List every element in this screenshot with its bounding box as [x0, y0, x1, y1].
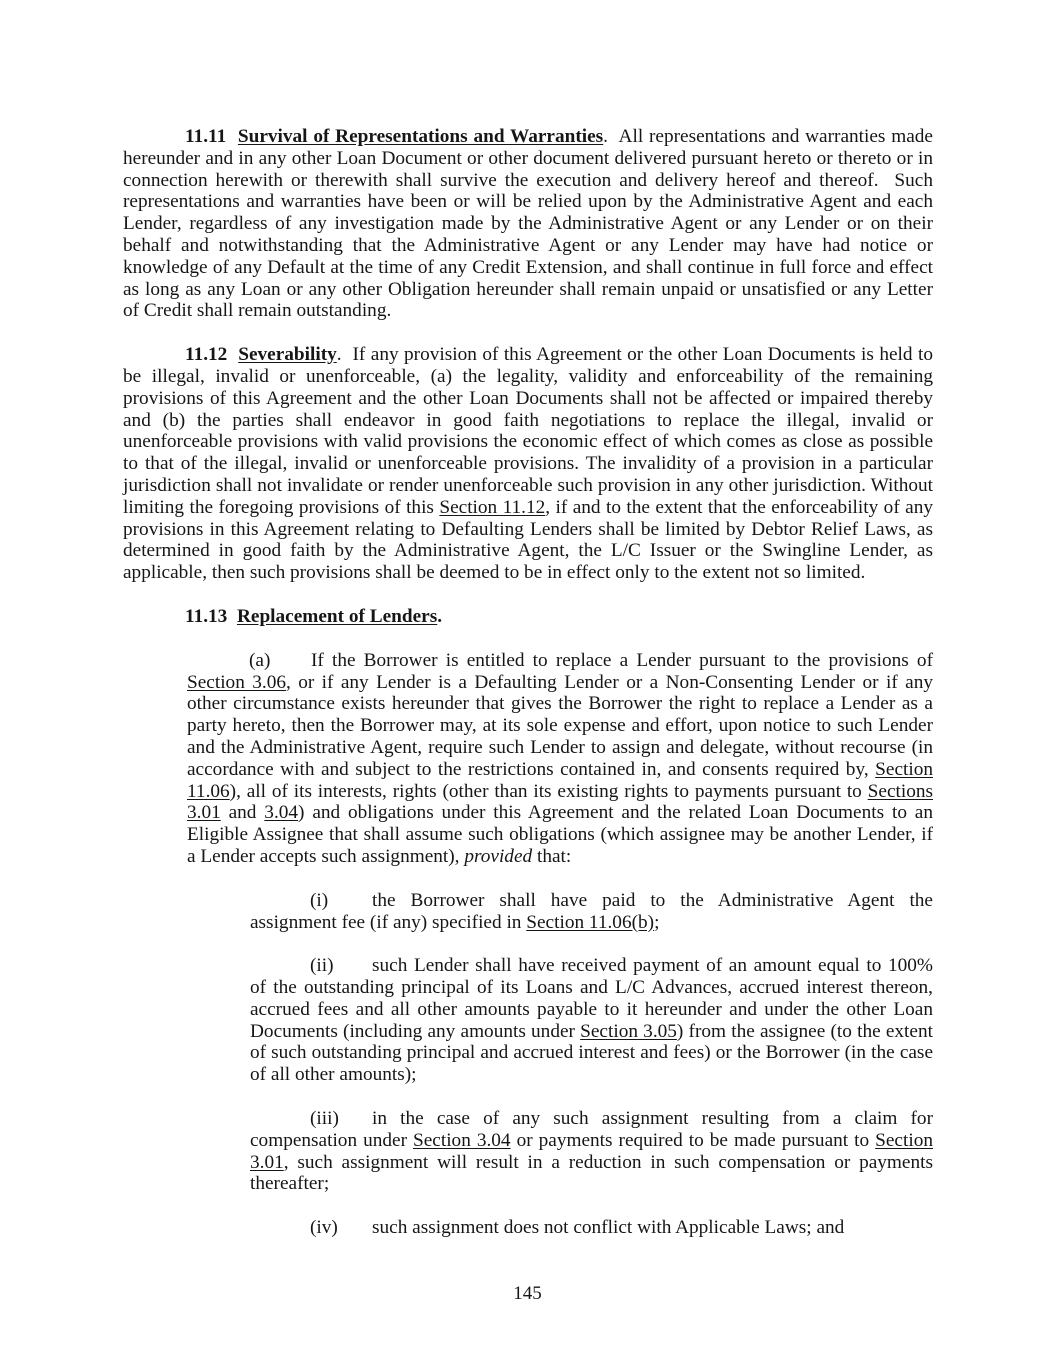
clause-a-iii	[250, 1108, 933, 1195]
text-segment: , or if any Lender is a Defaulting Lender or a Non-Consenting Lender or if any other circumstance exists hereunder that gives the Borrower the right to replace a Lender as a party hereto, then the Borrower may, at its sole expense and effort, upon notice to such Lender and the Administrative Agent, require such Lender to assign and delegate, without recourse (in accordance with and subject to the restrictions contained in, and consents required by,	[187, 671, 933, 780]
clause-a-ii	[250, 955, 933, 1086]
text-segment: Replacement of Lenders	[236, 605, 438, 627]
text-segment: Section 3.01	[250, 1129, 933, 1173]
text-segment: 3.04	[264, 802, 299, 824]
text-segment: Survival of Representations and Warranties	[237, 126, 604, 147]
text-segment: ) from the assignee (to the extent of such outstanding principal and accrued interest and fees) or the Borrower (in the case of all other amounts);	[250, 1020, 933, 1086]
text-segment: , such assignment will result in a reduction in such compensation or payments thereafter;	[250, 1151, 933, 1195]
clause-a	[187, 650, 933, 868]
section-11-12-severability	[123, 344, 933, 584]
list-marker: (ii)	[310, 955, 334, 977]
text-segment: provided	[464, 845, 533, 867]
text-segment: and	[220, 802, 265, 824]
text-segment: such assignment does not conflict with Applicable Laws; and	[372, 1217, 845, 1239]
text-segment: . All representations and warranties made hereunder and in any other Loan Document or other document delivered pursuant hereto or thereto or in connection herewith or therewith shall survive the execution and delivery hereof and thereof. Such representations and warranties have been or will be relied upon by the Administrative Agent and each Lender, regardless of any investigation made by the Administrative Agent or any Lender or on their behalf and notwithstanding that the Administrative Agent or any Lender may have had notice or knowledge of any Default at the time of any Credit Extension, and shall continue in full force and effect as long as any Loan or any other Obligation hereunder shall remain unpaid or unsatisfied or any Letter of Credit shall remain outstanding.	[123, 126, 933, 322]
text-segment: that:	[532, 845, 572, 867]
text-segment: ) and obligations under this Agreement and the related Loan Documents to an Eligible Assignee that shall assume such obligations (which assignee may be another Lender, if a Lender accepts such assignment),	[187, 802, 934, 867]
section-11-13-heading	[123, 606, 933, 628]
text-segment: Severability	[238, 344, 337, 366]
clause-a-iv	[250, 1217, 933, 1239]
text-segment: or payments required to be made pursuant to	[510, 1129, 876, 1151]
list-marker: (a)	[249, 649, 271, 671]
text-segment: .	[437, 605, 443, 627]
text-segment: , if and to the extent that the enforceability of any provisions in this Agreement relating to Defaulting Lenders shall be limited by Debtor Relief Laws, as determined in good faith by the Administrative Agent, the L/C Issuer or the Swingline Lender, as applicable, then such provisions shall be deemed to be in effect only to the extent not so limited.	[123, 496, 933, 584]
section-11-11-survival	[123, 126, 933, 322]
list-marker: (iv)	[310, 1217, 338, 1239]
page-number: 145	[513, 1283, 542, 1304]
text-segment: If the Borrower is entitled to replace a Lender pursuant to the provisions of	[311, 649, 933, 671]
text-segment: Section 3.04	[413, 1129, 511, 1151]
document-body	[123, 126, 933, 1261]
text-segment: 11.12	[185, 344, 228, 366]
list-marker: (iii)	[310, 1108, 339, 1130]
clause-a-i	[250, 890, 933, 934]
text-segment	[227, 606, 237, 627]
text-segment: . If any provision of this Agreement or the other Loan Documents is held to be illegal, invalid or unenforceable, (a) the legality, validity and enforceability of the remaining provisions of this Agreement and the other Loan Documents shall not be affected or impaired thereby and (b) the parties shall endeavor in good faith negotiations to replace the illegal, invalid or unenforceable provisions with valid provisions the economic effect of which comes as close as possible to that of the illegal, invalid or unenforceable provisions. The invalidity of a provision in a particular jurisdiction shall not invalidate or render unenforceable such provision in any other jurisdiction. Without limiting the foregoing provisions of this	[123, 344, 933, 518]
text-segment: ), all of its interests, rights (other than its existing rights to payments pursuant to	[229, 780, 868, 802]
text-segment	[227, 344, 238, 365]
text-segment: Section 3.05	[580, 1020, 677, 1042]
text-segment: Section 3.06	[187, 671, 286, 693]
text-segment: in the case of any such assignment resulting from a claim for compensation under	[250, 1108, 933, 1151]
text-segment: 11.11	[185, 126, 227, 147]
text-segment: 11.13	[185, 605, 228, 627]
list-marker: (i)	[310, 889, 329, 911]
text-segment: ;	[654, 911, 660, 933]
text-segment: such Lender shall have received payment of an amount equal to 100% of the outstanding principal of its Loans and L/C Advances, accrued interest thereon, accrued fees and all other amounts payable to it hereunder and under the other Loan Documents (including any amounts under	[250, 955, 933, 1042]
text-segment: Section 11.06	[187, 758, 933, 802]
text-segment	[226, 126, 238, 147]
text-segment: Section 11.12	[439, 496, 546, 518]
text-segment: the Borrower shall have paid to the Administrative Agent the assignment fee (if any) specified in	[250, 889, 933, 933]
text-segment: Section 11.06(b)	[526, 911, 655, 933]
text-segment: Sections 3.01	[187, 780, 933, 824]
